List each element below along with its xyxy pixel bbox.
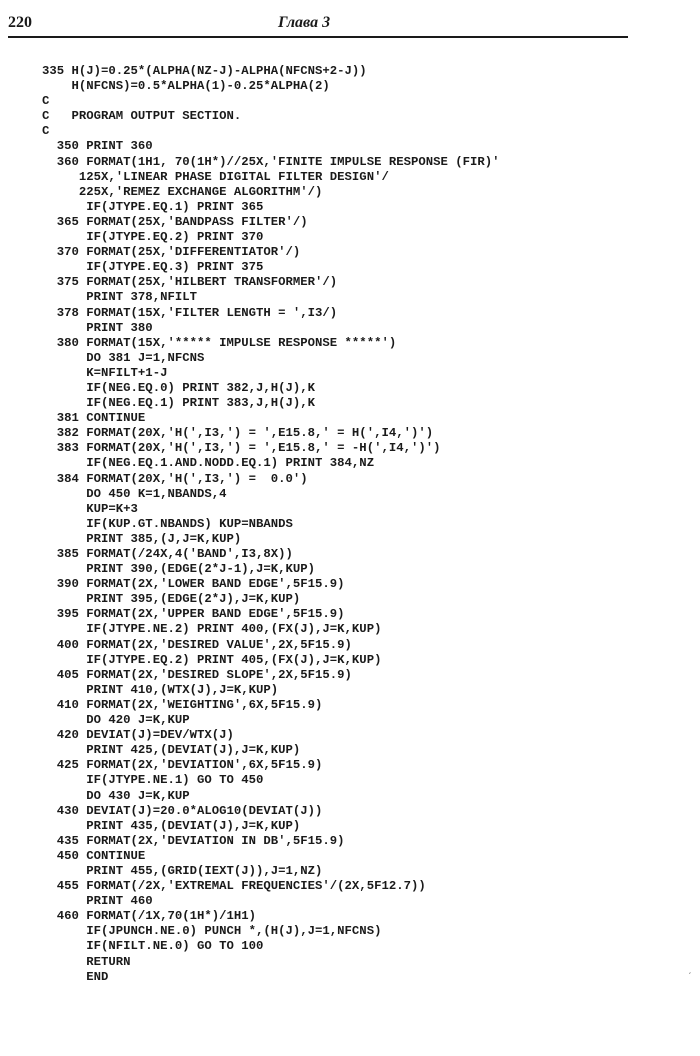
fortran-code-listing <box>42 64 500 985</box>
code-line: 435 FORMAT(2X,'DEVIATION IN DB',5F15.9) <box>42 833 345 848</box>
code-line: PRINT 378,NFILT <box>42 290 197 305</box>
code-line: C <box>42 124 50 139</box>
code-line: 375 FORMAT(25X,'HILBERT TRANSFORMER'/) <box>42 275 338 290</box>
code-line: C <box>42 94 50 109</box>
code-line: PRINT 380 <box>42 320 153 335</box>
code-line: IF(KUP.GT.NBANDS) KUP=NBANDS <box>42 516 293 531</box>
code-line: DO 420 J=K,KUP <box>42 713 190 728</box>
code-line: IF(NEG.EQ.1) PRINT 383,J,H(J),K <box>42 396 316 411</box>
code-line: 430 DEVIAT(J)=20.0*ALOG10(DEVIAT(J)) <box>42 803 323 818</box>
code-line: 395 FORMAT(2X,'UPPER BAND EDGE',5F15.9) <box>42 607 345 622</box>
code-line: IF(JTYPE.NE.2) PRINT 400,(FX(J),J=K,KUP) <box>42 622 382 637</box>
code-line: 350 PRINT 360 <box>42 139 153 154</box>
code-line: IF(JTYPE.EQ.3) PRINT 375 <box>42 260 264 275</box>
code-line: DO 381 J=1,NFCNS <box>42 350 205 365</box>
code-line: 383 FORMAT(20X,'H(',I3,') = ',E15.8,' = -H(',I4,')') <box>42 441 441 456</box>
code-line: DO 450 K=1,NBANDS,4 <box>42 486 227 501</box>
code-line: 378 FORMAT(15X,'FILTER LENGTH = ',I3/) <box>42 305 338 320</box>
code-line: IF(JTYPE.EQ.2) PRINT 370 <box>42 230 264 245</box>
code-line: K=NFILT+1-J <box>42 365 168 380</box>
code-line: 410 FORMAT(2X,'WEIGHTING',6X,5F15.9) <box>42 697 323 712</box>
code-line: IF(JTYPE.EQ.1) PRINT 365 <box>42 199 264 214</box>
chapter-running-head: Глава 3 <box>278 14 331 31</box>
code-line: 400 FORMAT(2X,'DESIRED VALUE',2X,5F15.9) <box>42 637 352 652</box>
code-line: PRINT 395,(EDGE(2*J),J=K,KUP) <box>42 592 301 607</box>
code-line: PRINT 460 <box>42 894 153 909</box>
code-line: PRINT 435,(DEVIAT(J),J=K,KUP) <box>42 818 301 833</box>
code-line: IF(JPUNCH.NE.0) PUNCH *,(H(J),J=1,NFCNS) <box>42 924 382 939</box>
code-line: DO 430 J=K,KUP <box>42 788 190 803</box>
code-line: PRINT 385,(J,J=K,KUP) <box>42 531 242 546</box>
code-line: 382 FORMAT(20X,'H(',I3,') = ',E15.8,' = H(',I4,')') <box>42 426 434 441</box>
code-line: IF(NEG.EQ.0) PRINT 382,J,H(J),K <box>42 380 316 395</box>
code-line: PRINT 390,(EDGE(2*J-1),J=K,KUP) <box>42 562 316 577</box>
page-number: 220 <box>8 14 32 31</box>
code-line: 450 CONTINUE <box>42 848 146 863</box>
code-line: KUP=K+3 <box>42 501 138 516</box>
code-line: PRINT 455,(GRID(IEXT(J)),J=1,NZ) <box>42 863 323 878</box>
code-line: 420 DEVIAT(J)=DEV/WTX(J) <box>42 728 234 743</box>
code-line: 380 FORMAT(15X,'***** IMPULSE RESPONSE *****') <box>42 335 397 350</box>
code-line: END <box>42 969 109 984</box>
code-line: 405 FORMAT(2X,'DESIRED SLOPE',2X,5F15.9) <box>42 667 352 682</box>
code-line: RETURN <box>42 954 131 969</box>
code-line: IF(NFILT.NE.0) GO TO 100 <box>42 939 264 954</box>
code-line: 360 FORMAT(1H1, 70(1H*)//25X,'FINITE IMPULSE RESPONSE (FIR)' <box>42 154 500 169</box>
code-line: 390 FORMAT(2X,'LOWER BAND EDGE',5F15.9) <box>42 577 345 592</box>
code-line: C PROGRAM OUTPUT SECTION. <box>42 109 242 124</box>
code-line: 425 FORMAT(2X,'DEVIATION',6X,5F15.9) <box>42 758 323 773</box>
code-line: H(NFCNS)=0.5*ALPHA(1)-0.25*ALPHA(2) <box>42 79 330 94</box>
code-line: 335 H(J)=0.25*(ALPHA(NZ-J)-ALPHA(NFCNS+2-J)) <box>42 64 367 78</box>
code-line: 365 FORMAT(25X,'BANDPASS FILTER'/) <box>42 214 308 229</box>
code-line: PRINT 410,(WTX(J),J=K,KUP) <box>42 682 279 697</box>
code-line: IF(JTYPE.EQ.2) PRINT 405,(FX(J),J=K,KUP) <box>42 652 382 667</box>
code-line: 381 CONTINUE <box>42 411 146 426</box>
page-header <box>8 14 628 38</box>
code-line: 370 FORMAT(25X,'DIFFERENTIATOR'/) <box>42 245 301 260</box>
code-line: IF(NEG.EQ.1.AND.NODD.EQ.1) PRINT 384,NZ <box>42 456 375 471</box>
code-line: 460 FORMAT(/1X,70(1H*)/1H1) <box>42 909 257 924</box>
code-line: 225X,'REMEZ EXCHANGE ALGORITHM'/) <box>42 184 323 199</box>
code-line: PRINT 425,(DEVIAT(J),J=K,KUP) <box>42 743 301 758</box>
scan-mark: ˏ <box>688 964 692 975</box>
code-line: IF(JTYPE.NE.1) GO TO 450 <box>42 773 264 788</box>
code-line: 384 FORMAT(20X,'H(',I3,') = 0.0') <box>42 471 308 486</box>
code-line: 125X,'LINEAR PHASE DIGITAL FILTER DESIGN'/ <box>42 169 389 184</box>
code-line: 385 FORMAT(/24X,4('BAND',I3,8X)) <box>42 547 293 561</box>
code-line: 455 FORMAT(/2X,'EXTREMAL FREQUENCIES'/(2X,5F12.7)) <box>42 879 426 894</box>
